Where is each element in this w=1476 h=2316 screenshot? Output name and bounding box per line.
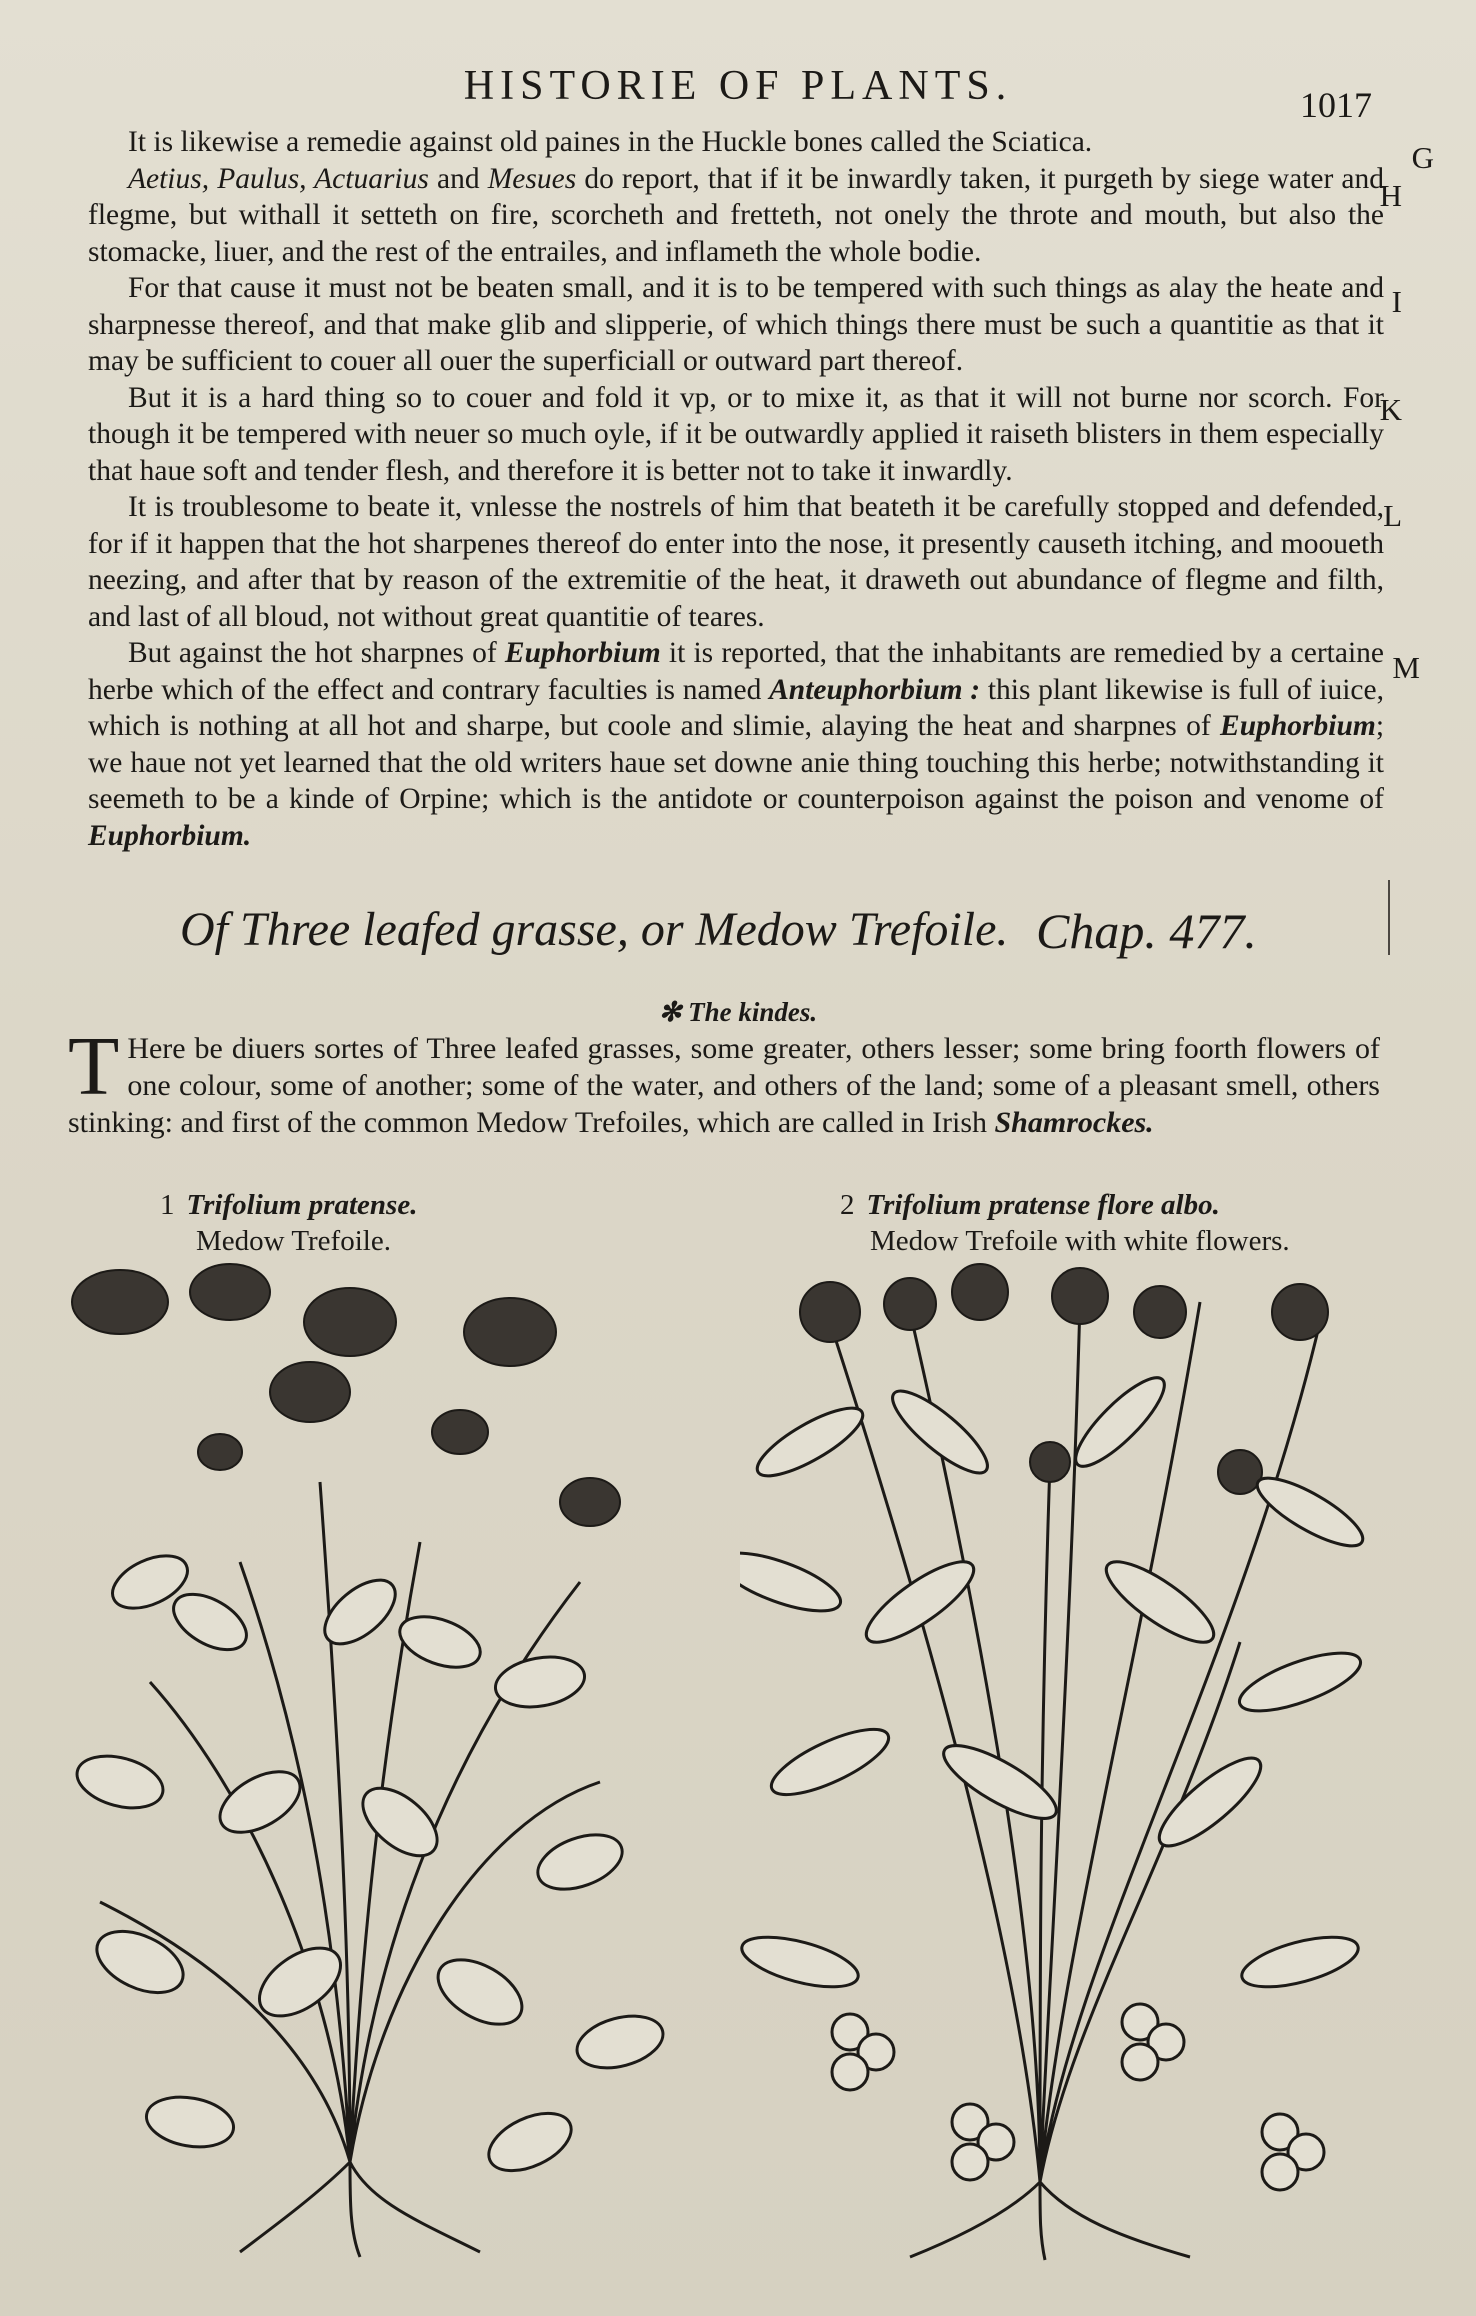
margin-letter-h: H: [1379, 178, 1402, 213]
figure-2-number: 2: [840, 1189, 855, 1221]
margin-rule: [1388, 880, 1390, 955]
remedy-text-3: this plant likewise is full of iuice, which is nothing at all hot and sharpe, but coole and slimie, alaying the heat and sharpnes of: [88, 673, 1384, 742]
figure-2-english: Medow Trefoile with white flowers.: [870, 1225, 1290, 1257]
kindes-paragraph: [68, 1020, 1380, 1141]
margin-letter-g: G: [1411, 140, 1434, 175]
asterisk-icon: ✻: [658, 997, 689, 1027]
irish-word: Shamrockes.: [994, 1106, 1154, 1139]
paragraph-tempering: For that cause it must not be beaten small, and it is to be tempered with such things as alay the heate and sharpnesse thereof, and that make glib and slipperie, of which things there must be such a quantitie as that it may be sufficient to couer all ouer the superficiall or outward part thereof.: [88, 272, 1384, 377]
author-mesues: Mesues: [487, 162, 577, 195]
remedy-anteuphorbium: Anteuphorbium :: [769, 673, 981, 706]
figure-2-caption: [840, 1187, 1290, 1259]
drop-cap: T: [68, 1020, 120, 1113]
remedy-euphorbium-1: Euphorbium: [504, 637, 661, 669]
authors-italic: Aetius, Paulus, Actuarius: [128, 162, 429, 195]
figure-1-caption: [160, 1187, 417, 1259]
margin-letter-k: K: [1379, 392, 1402, 427]
page-number: 1017: [1300, 85, 1372, 125]
kindes-title-text: The kindes.: [688, 997, 818, 1027]
kindes-text: Here be diuers sortes of Three leafed grasses, some greater, others lesser; some bring foorth flowers of one colour, some of another; some of the water, and others of the land; some of a pleasant smell, others stinking: and first of the common Medow Trefoiles, which are called in Irish: [68, 1032, 1380, 1139]
paragraph-authorities: [88, 161, 1384, 271]
kindes-title: [0, 997, 1476, 1028]
paragraph-beating: It is troublesome to beate it, vnlesse the nostrels of him that beateth it be carefully stopped and defended, for if it happen that the hot sharpenes thereof do enter into the nose, it presently causeth itching, and mooueth neezing, and after that by reason of the extremitie of the heat, it draweth out abundance of flegme and filth, and last of all bloud, not without great quantitie of teares.: [88, 491, 1384, 633]
paragraph-sciatica: It is likewise a remedie against old paines in the Huckle bones called the Sciatica.: [128, 126, 1093, 158]
remedy-euphorbium-3: Euphorbium.: [88, 819, 252, 852]
woodcut-medow-trefoile-white: [740, 1262, 1380, 2262]
authorities-text: do report, that if it be inwardly taken, it purgeth by siege water and flegme, but withall it setteth on fire, scorcheth and fretteth, not onely the throte and mouth, but also the stomacke, liuer, and the rest of the entrailes, and inflameth the whole bodie.: [88, 162, 1384, 268]
paragraph-remedy: [88, 635, 1384, 854]
margin-letter-m: M: [1392, 650, 1420, 685]
body-text: [88, 124, 1384, 854]
authors-and: and: [436, 162, 480, 195]
margin-letter-i: I: [1391, 284, 1402, 319]
woodcut-medow-trefoile: [60, 1262, 680, 2262]
figure-1-english: Medow Trefoile.: [196, 1225, 391, 1257]
remedy-text-4: ; we haue not yet learned that the old writers haue set downe anie thing touching this herbe; notwithstanding it seemeth to be a kinde of Orpine; which is the antidote or counterpoison against the poison and venome of: [88, 710, 1385, 815]
figure-1-number: 1: [160, 1189, 175, 1221]
running-head: HISTORIE OF PLANTS.: [463, 63, 1013, 109]
paragraph-covering: But it is a hard thing so to couer and fold it vp, or to mixe it, as that it will not burne nor scorch. For though it be tempered with neuer so much oyle, if it be outwardly applied it raiseth blisters in them especially that haue soft and tender flesh, and therefore it is better not to take it inwardly.: [88, 381, 1384, 487]
remedy-euphorbium-2: Euphorbium: [1220, 710, 1376, 742]
chapter-heading: Of Three leafed grasse, or Medow Trefoile.: [180, 903, 1009, 956]
remedy-text-2: it is reported, that the inhabitants are remedied by a certaine herbe which of the effect and contrary faculties is named: [88, 637, 1384, 706]
figure-2-latin: Trifolium pratense flore albo.: [866, 1189, 1220, 1221]
chapter-number: Chap. 477.: [1036, 903, 1257, 959]
remedy-text-1: But against the hot sharpnes of: [128, 637, 497, 669]
margin-letter-l: L: [1383, 498, 1402, 533]
figure-1-latin: Trifolium pratense.: [186, 1189, 418, 1221]
